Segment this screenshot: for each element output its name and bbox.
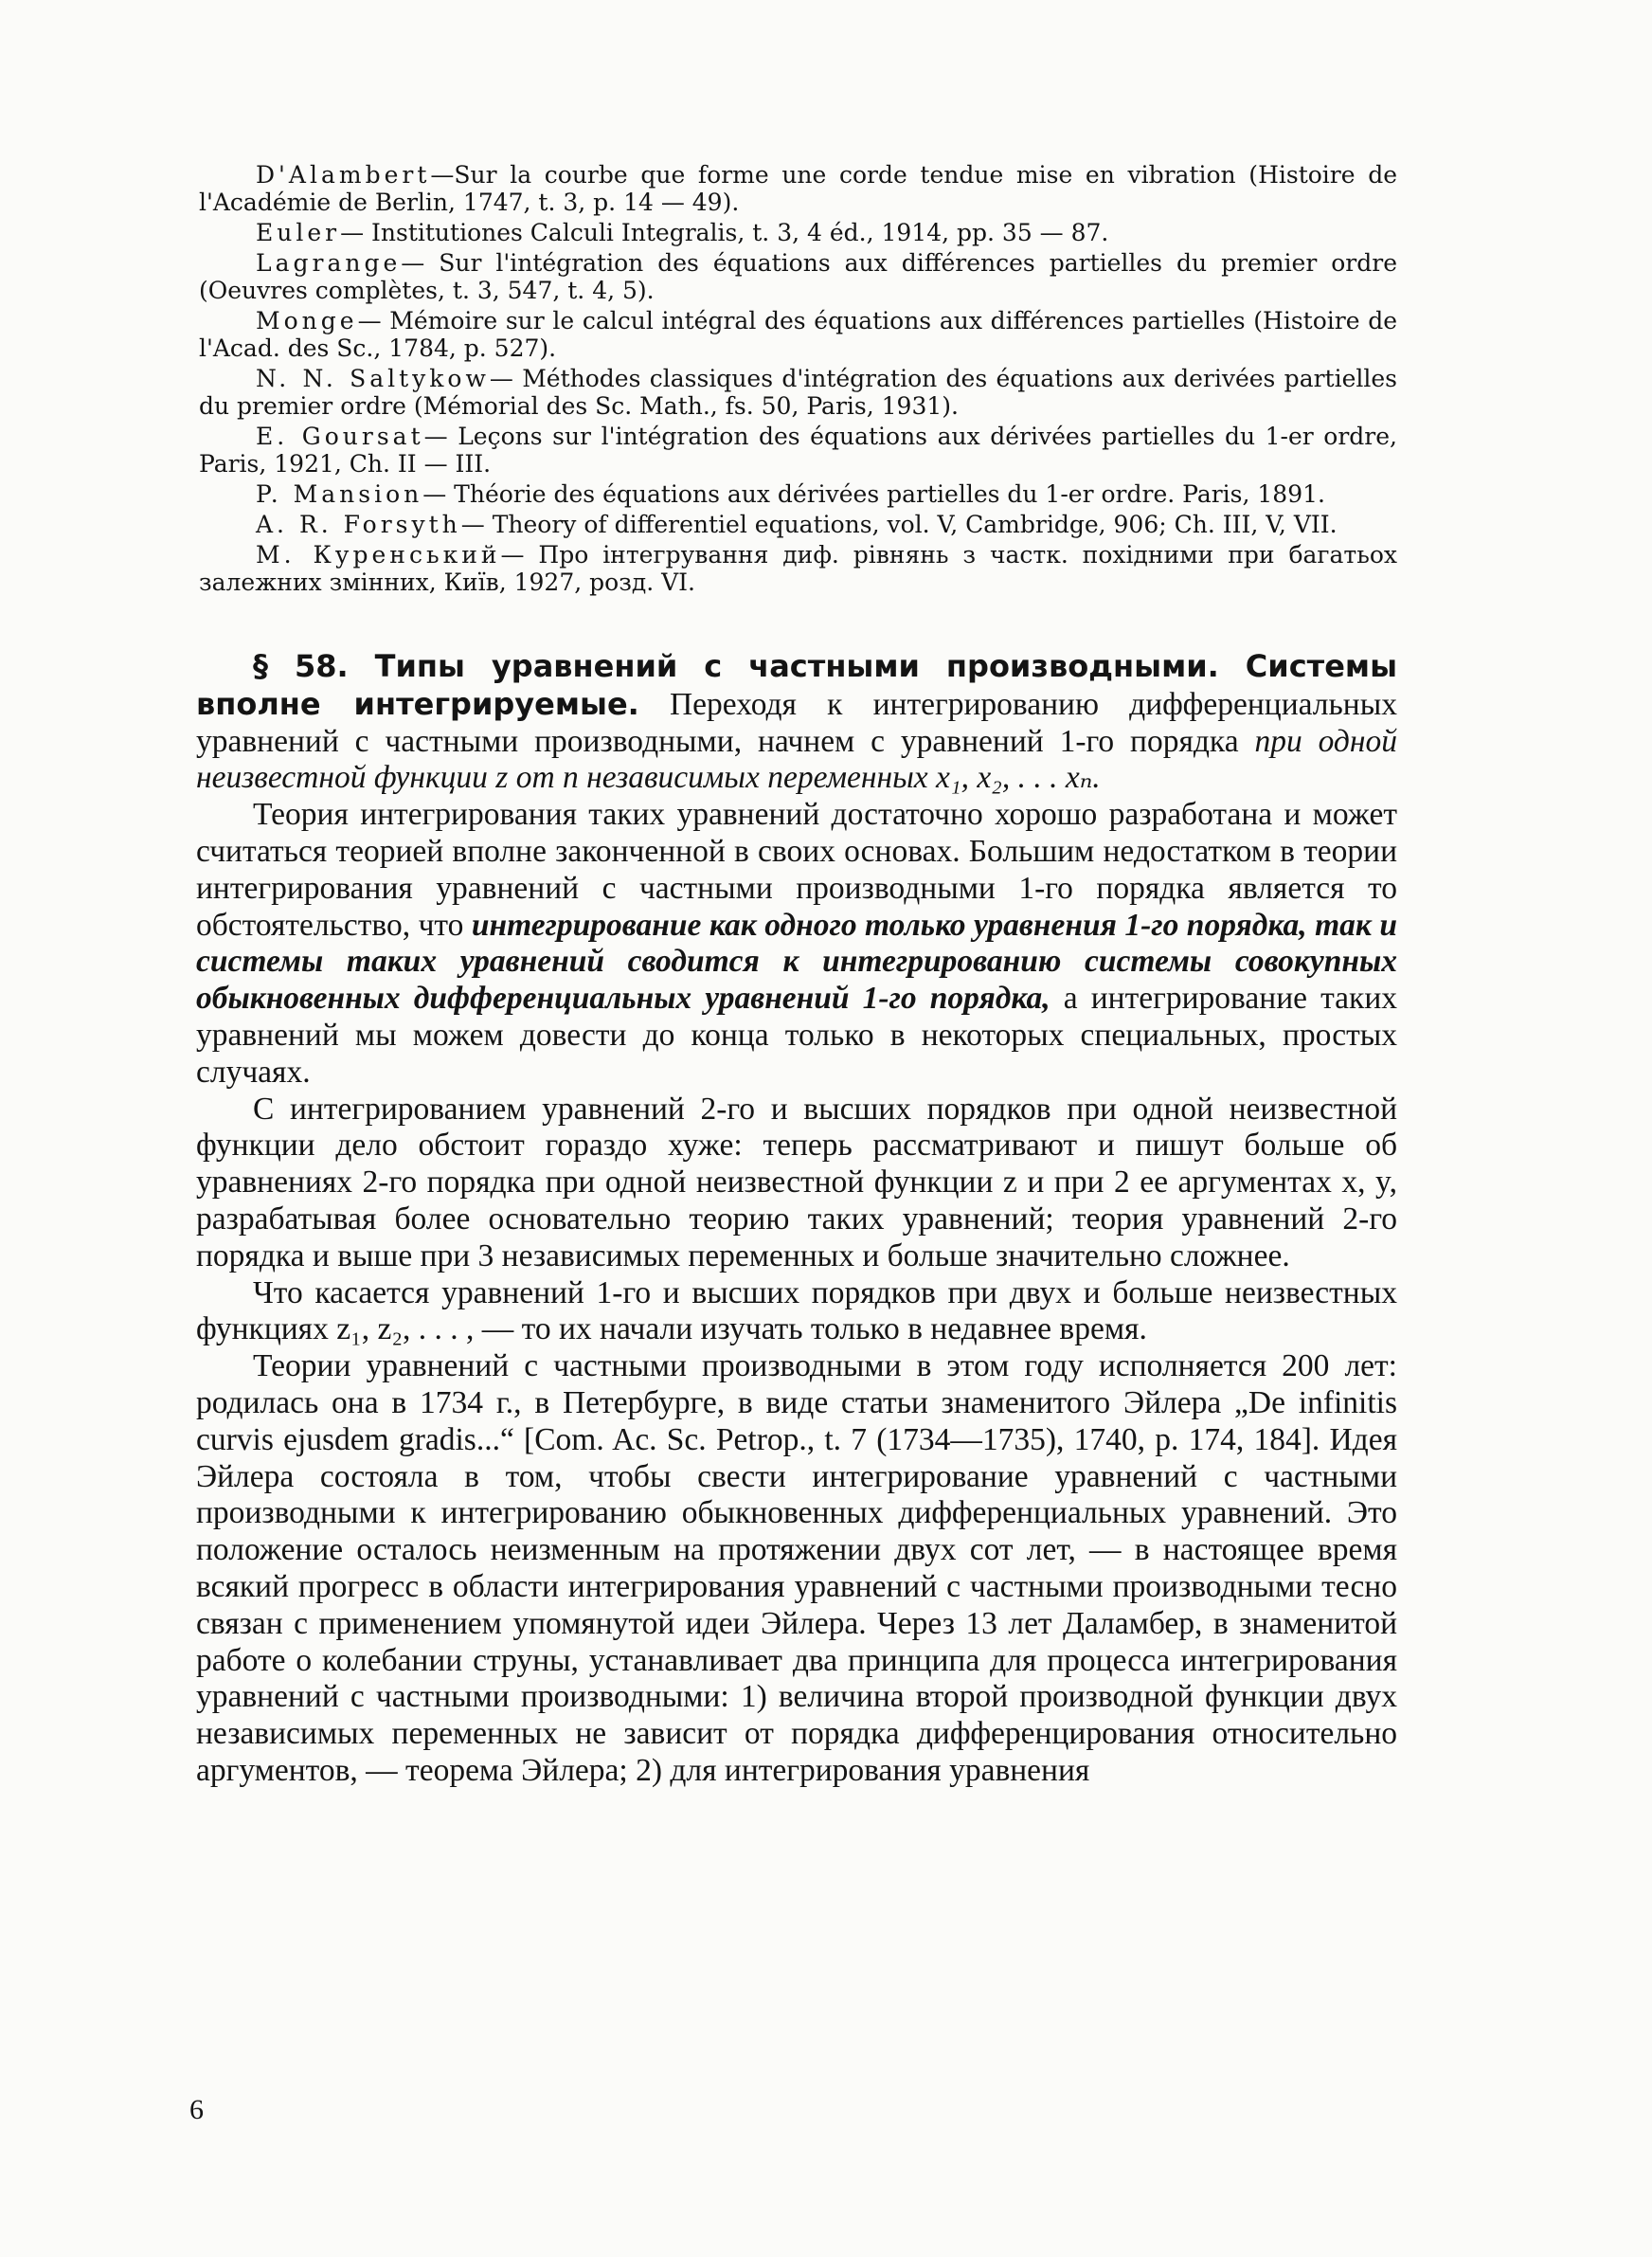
reference-text: — Sur l'intégration des équations aux différences partielles du premier ordre (Oeuvres complètes, t. 3, 547, t. 4, 5). <box>199 249 1397 304</box>
reference-text: —Sur la courbe que forme une corde tendue mise en vibration (Histoire de l'Académie de Berlin, 1747, t. 3, p. 14 — 49). <box>199 161 1397 216</box>
reference-text: — Mémoire sur le calcul intégral des équations aux différences partielles (Histoire de l'Acad. des Sc., 1784, p. 527). <box>199 307 1397 362</box>
reference-item <box>199 423 1397 478</box>
paragraph: Теории уравнений с частными производными в этом году исполняется 200 лет: родилась она в 1734 г., в Петербурге, в виде статьи знаменитого Эйлера „De infinitis curvis ejusdem gradis...“ [Com. Ac. Sc. Petrop., t. 7 (1734—1735), 1740, p. 174, 184]. Идея Эйлера состояла в том, чтобы свести интегрирование уравнений с частными производными к интегрированию обыкновенных дифференциальных уравнений. Это положение осталось неизменным на протяжении двух сот лет, — в настоящее время всякий прогресс в области интегрирования уравнений с частными производными тесно связан с применением упомянутой идеи Эйлера. Через 13 лет Даламбер, в знаменитой работе о колебании струны, устанавливает два принципа для процесса интегрирования уравнений с частными производными: 1) величина второй производной функции двух независимых переменных не зависит от порядка дифференцирования относительно аргументов, — теорема Эйлера; 2) для интегрирования уравнения <box>196 1348 1397 1788</box>
reference-item <box>199 307 1397 362</box>
reference-author: N. N. Saltykow <box>256 365 490 392</box>
reference-author: Monge <box>256 307 358 334</box>
section-intro-emphasis: при одной неизвестной функции z от n независимых переменных x₁, x₂, . . . xₙ. <box>196 723 1397 796</box>
reference-text: — Théorie des équations aux dérivées partielles du 1-er ordre. Paris, 1891. <box>422 480 1325 508</box>
paragraph-text: а интегрирование таких уравнений мы можем довести до конца только в некоторых специальных, простых случаях. <box>196 981 1398 1090</box>
reference-item <box>199 480 1397 508</box>
reference-author: P. Mansion <box>256 480 423 508</box>
reference-text: — Leçons sur l'intégration des équations aux dérivées partielles du 1-er ordre, Paris, 1921, Ch. II — III. <box>199 423 1397 478</box>
reference-text: — Institutiones Calculi Integralis, t. 3, 4 éd., 1914, pp. 35 — 87. <box>340 219 1109 246</box>
paragraph-emphasis: интегрирование как одного только уравнения 1-го порядка, так и системы таких уравнений сводится к интегрированию системы совокупных обыкновенных дифференциальных уравнений 1-го порядка, <box>196 907 1397 1017</box>
reference-text: — Про інтегрування диф. рівнянь з частк. похідними при багатьох залежних змінних, Київ, 1927, розд. VI. <box>199 541 1397 596</box>
reference-author: Lagrange <box>256 249 402 277</box>
reference-author: A. R. Forsyth <box>256 511 461 538</box>
section-paragraph <box>196 648 1397 797</box>
paragraph-text: Теория интегрирования таких уравнений достаточно хорошо разработана и может считаться теорией вполне законченной в своих основах. Большим недостатком в теории интегрирования уравнений с частными производными 1-го порядка является то обстоятельство, что <box>196 797 1397 943</box>
main-text <box>196 648 1397 1790</box>
paragraph <box>196 797 1397 1091</box>
reference-author: М. Куренський <box>256 541 501 569</box>
reference-item <box>199 365 1397 420</box>
reference-item <box>199 219 1397 246</box>
paragraph: Что касается уравнений 1-го и высших порядков при двух и больше неизвестных функциях z₁, z₂, . . . , — то их начали изучать только в недавнее время. <box>196 1274 1397 1347</box>
page-number: 6 <box>189 2094 204 2125</box>
section-intro: Переходя к интегрированию дифференциальных уравнений с частными производными, начнем с уравнений 1-го порядка <box>196 686 1397 759</box>
reference-item <box>199 161 1397 216</box>
reference-item <box>199 541 1397 596</box>
reference-item <box>199 511 1397 538</box>
bibliography <box>199 161 1397 599</box>
section-heading: § 58. Типы уравнений с частными производными. Системы вполне интегрируемые. <box>196 648 1397 722</box>
reference-item <box>199 249 1397 304</box>
reference-author: Euler <box>256 219 341 246</box>
reference-author: D'Alambert <box>256 161 431 189</box>
reference-author: E. Goursat <box>256 423 424 450</box>
paragraph: С интегрированием уравнений 2-го и высших порядков при одной неизвестной функции дело обстоит гораздо хуже: теперь рассматривают и пишут больше об уравнениях 2-го порядка при одной неизвестной функции z и при 2 ее аргументах x, y, разрабатывая более основательно теорию таких уравнений; теория уравнений 2-го порядка и выше при 3 независимых переменных и больше значительно сложнее. <box>196 1091 1397 1273</box>
reference-text: — Méthodes classiques d'intégration des équations aux derivées partielles du premier ordre (Mémorial des Sc. Math., fs. 50, Paris, 1931). <box>199 365 1397 420</box>
reference-text: — Theory of differentiel equations, vol. V, Cambridge, 906; Ch. III, V, VII. <box>460 511 1338 538</box>
